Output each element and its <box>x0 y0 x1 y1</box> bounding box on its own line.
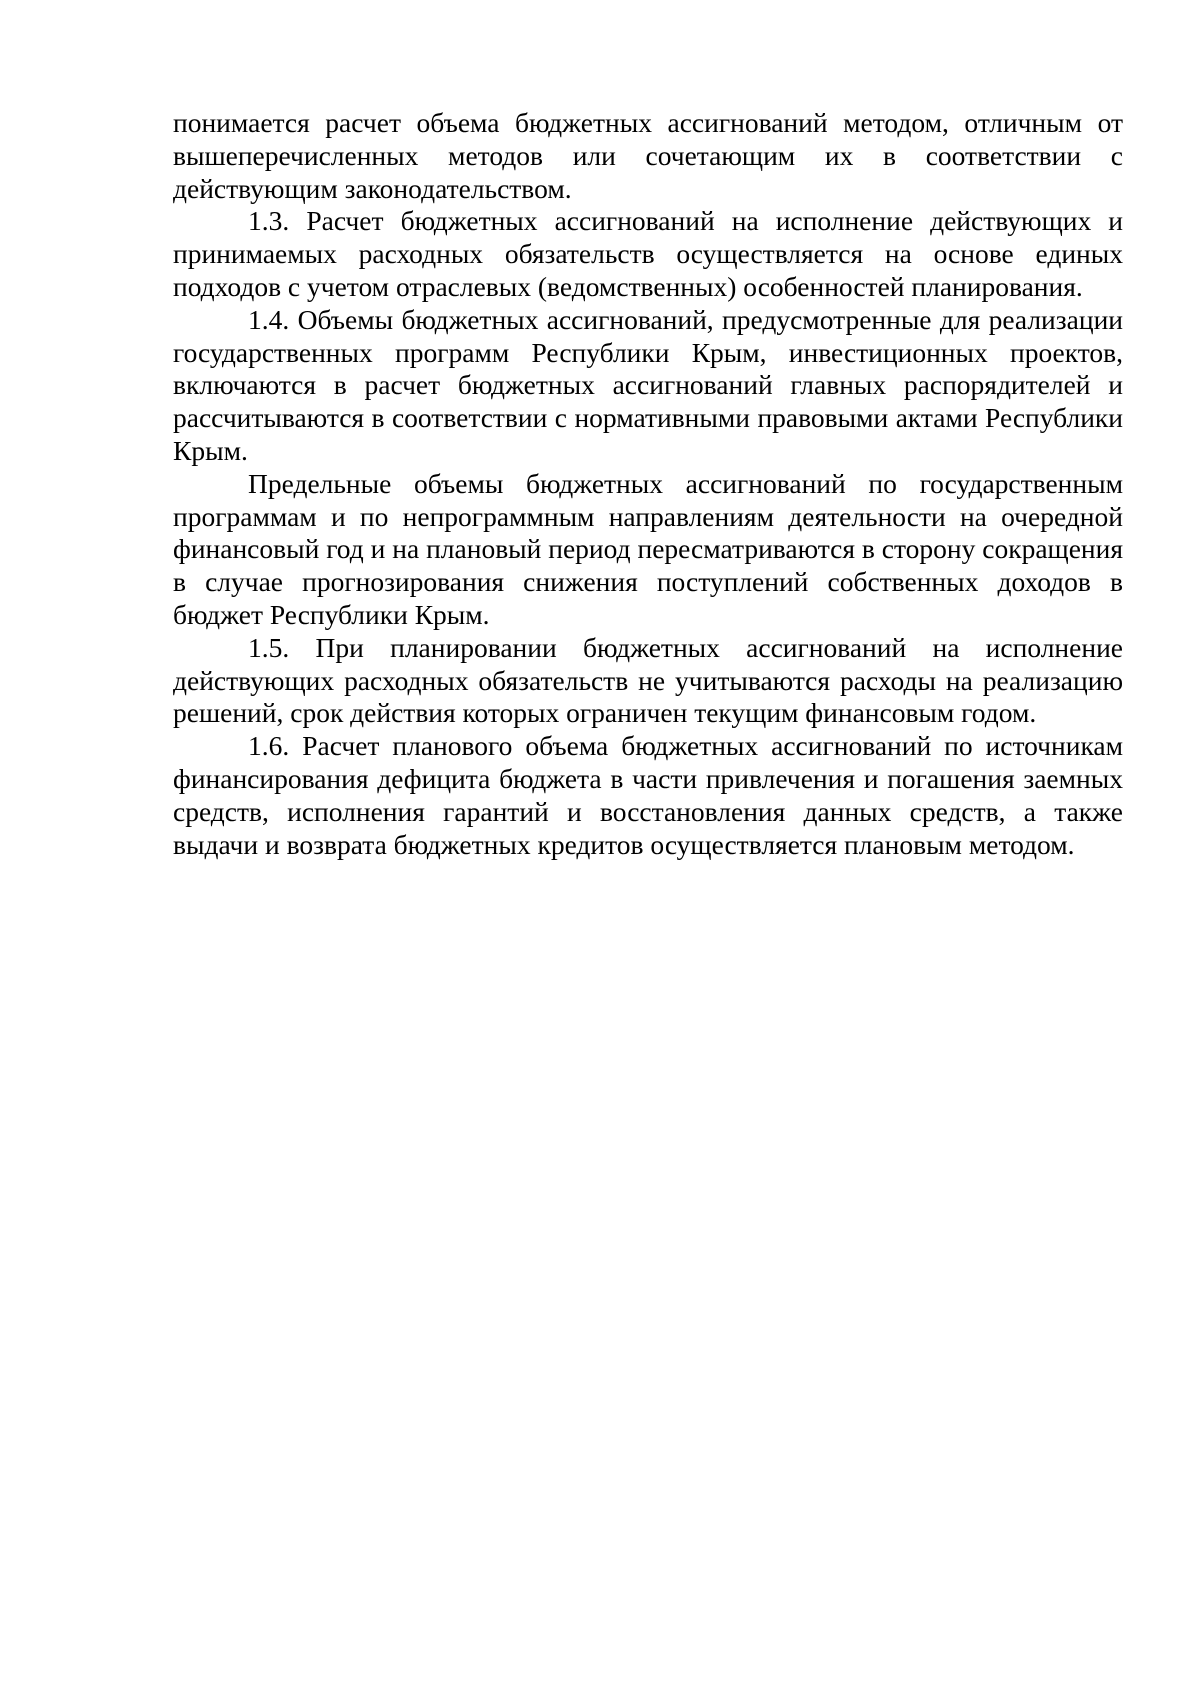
paragraph-1-4: 1.4. Объемы бюджетных ассигнований, предусмотренные для реализации государственных программ Республики Крым, инвестиционных проектов, включаются в расчет бюджетных ассигнований главных распорядителей и рассчитываются в соответствии с нормативными правовыми актами Республики Крым. <box>173 303 1123 466</box>
paragraph-1-3: 1.3. Расчет бюджетных ассигнований на исполнение действующих и принимаемых расходных обязательств осуществляется на основе единых подходов с учетом отраслевых (ведомственных) особенностей планирования. <box>173 205 1123 302</box>
paragraph-1-6: 1.6. Расчет планового объема бюджетных ассигнований по источникам финансирования дефицита бюджета в части привлечения и погашения заемных средств, исполнения гарантий и восстановления данных средств, а также выдачи и возврата бюджетных кредитов осуществляется плановым методом. <box>173 730 1123 860</box>
paragraph-continuation: понимается расчет объема бюджетных ассигнований методом, отличным от вышеперечисленных методов или сочетающим их в соответствии с действующим законодательством. <box>173 107 1123 204</box>
document-body <box>173 107 1123 861</box>
paragraph-limits: Предельные объемы бюджетных ассигнований по государственным программам и по непрограммным направлениям деятельности на очередной финансовый год и на плановый период пересматриваются в сторону сокращения в случае прогнозирования снижения поступлений собственных доходов в бюджет Республики Крым. <box>173 467 1123 630</box>
paragraph-1-5: 1.5. При планировании бюджетных ассигнований на исполнение действующих расходных обязательств не учитываются расходы на реализацию решений, срок действия которых ограничен текущим финансовым годом. <box>173 631 1123 729</box>
